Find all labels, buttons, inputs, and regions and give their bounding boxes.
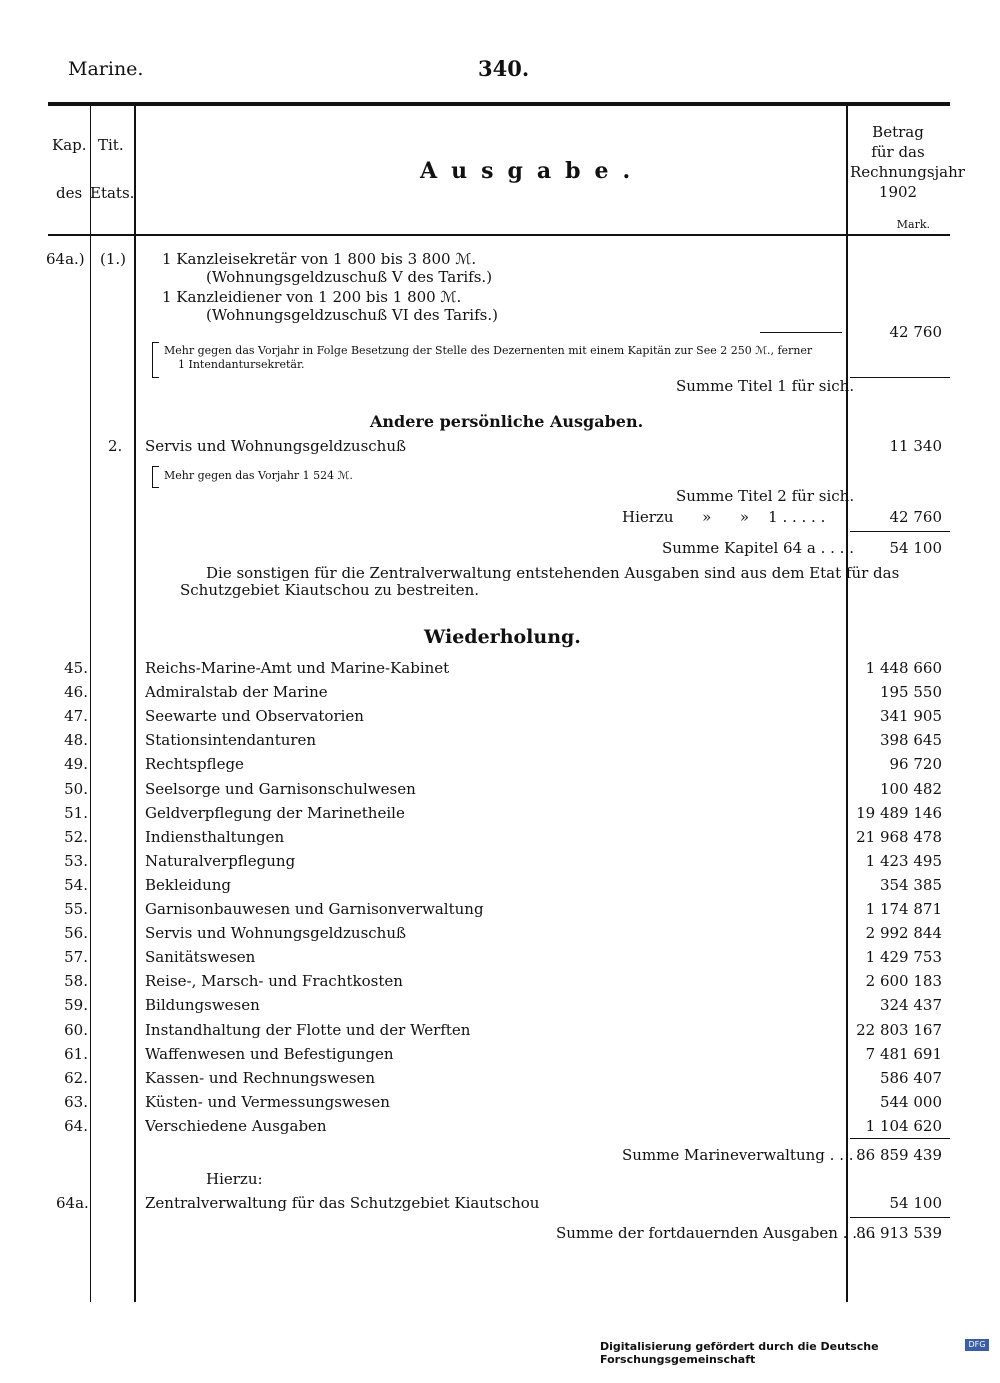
row-label: Bekleidung — [145, 876, 231, 894]
header-rule — [48, 234, 950, 236]
row-label: Bildungswesen — [145, 996, 260, 1014]
row-label: Kassen- und Rechnungswesen — [145, 1069, 376, 1087]
amount: 86 859 439 — [856, 1146, 942, 1164]
table-row — [145, 876, 841, 894]
page-number: 340. — [478, 56, 530, 81]
row-label: Reichs-Marine-Amt und Marine-Kabinet — [145, 659, 450, 677]
row-amount: 100 482 — [879, 780, 942, 798]
row-amount: 1 423 495 — [865, 852, 942, 870]
kap-number: 49. — [64, 755, 88, 773]
kap-number: 61. — [64, 1045, 88, 1063]
col-header-tit: Tit. — [98, 136, 124, 154]
row-label: Waffenwesen und Befestigungen — [145, 1045, 394, 1063]
kap-number: 52. — [64, 828, 88, 846]
table-row — [145, 1069, 841, 1087]
kap-number: 46. — [64, 683, 88, 701]
kap-number: 57. — [64, 948, 88, 966]
hierzu-label: Hierzu » » 1 . . . . . — [622, 508, 826, 526]
sum-label: Summe Titel 2 für sich. — [676, 487, 855, 505]
line-item — [145, 437, 841, 455]
row-amount: 21 968 478 — [856, 828, 942, 846]
kap-number: 48. — [64, 731, 88, 749]
row-amount: 2 600 183 — [865, 972, 942, 990]
row-amount: 1 104 620 — [865, 1117, 942, 1135]
col-header-betrag — [850, 122, 965, 202]
kap-number: 60. — [64, 1021, 88, 1039]
kap-number: 58. — [64, 972, 88, 990]
betrag-line: Rechnungsjahr — [850, 163, 965, 181]
table-row — [145, 828, 841, 846]
sum-rule — [850, 1217, 950, 1218]
text-line: 1 Kanzleidiener von 1 200 bis 1 800 ℳ. — [162, 288, 462, 306]
kap-number: 47. — [64, 707, 88, 725]
digitization-credit: Digitalisierung gefördert durch die Deutsche Forschungsgemeinschaft — [600, 1340, 879, 1366]
kap-number: 50. — [64, 780, 88, 798]
kap-number: 64. — [64, 1117, 88, 1135]
row-amount: 7 481 691 — [865, 1045, 942, 1063]
subtotal-rule — [760, 332, 842, 333]
paragraph-line: Die sonstigen für die Zentralverwaltung entstehenden Ausgaben sind aus dem Etat für das — [206, 564, 900, 582]
amount: 11 340 — [889, 437, 942, 455]
row-amount: 586 407 — [879, 1069, 942, 1087]
kap-number: 51. — [64, 804, 88, 822]
row-amount: 19 489 146 — [856, 804, 942, 822]
row-amount: 398 645 — [879, 731, 942, 749]
line-item — [145, 1194, 841, 1212]
top-rule — [48, 102, 950, 106]
row-label: Naturalverpflegung — [145, 852, 296, 870]
note-bracket — [152, 342, 159, 378]
note-line: Mehr gegen das Vorjahr 1 524 ℳ. — [164, 469, 353, 482]
betrag-line: für das — [871, 143, 925, 161]
sum-label: Summe Titel 1 für sich. — [676, 377, 855, 395]
row-amount: 195 550 — [879, 683, 942, 701]
col-rule-amount — [846, 106, 848, 1302]
tit-number: (1.) — [100, 250, 127, 268]
line-item-label: Zentralverwaltung für das Schutzgebiet Kiautschou — [145, 1194, 540, 1212]
row-label: Geldverpflegung der Marinetheile — [145, 804, 405, 822]
row-amount: 324 437 — [879, 996, 942, 1014]
table-row — [145, 924, 841, 942]
text-line: (Wohnungsgeldzuschuß V des Tarifs.) — [206, 268, 493, 286]
row-amount: 22 803 167 — [856, 1021, 942, 1039]
amount: 86 913 539 — [856, 1224, 942, 1242]
sum-rule — [850, 377, 950, 378]
table-row — [145, 755, 841, 773]
table-row — [145, 996, 841, 1014]
line-item-label: Servis und Wohnungsgeldzuschuß — [145, 437, 407, 455]
kap-number: 45. — [64, 659, 88, 677]
table-row — [145, 659, 841, 677]
kap-number: 54. — [64, 876, 88, 894]
kap-number: 62. — [64, 1069, 88, 1087]
note-line: 1 Intendantursekretär. — [178, 358, 305, 371]
table-row — [145, 683, 841, 701]
row-label: Admiralstab der Marine — [145, 683, 328, 701]
table-row — [145, 780, 841, 798]
col-rule-kap — [90, 106, 91, 1302]
table-row — [145, 707, 841, 725]
betrag-line: 1902 — [878, 183, 918, 201]
amount: 42 760 — [889, 323, 942, 341]
table-row — [145, 731, 841, 749]
amount: 54 100 — [889, 539, 942, 557]
column-title: Ausgabe. — [420, 158, 645, 184]
row-amount: 96 720 — [889, 755, 942, 773]
dfg-logo: DFG — [965, 1339, 989, 1351]
row-label: Reise-, Marsch- und Frachtkosten — [145, 972, 403, 990]
row-label: Seewarte und Observatorien — [145, 707, 364, 725]
row-amount: 1 429 753 — [865, 948, 942, 966]
row-label: Servis und Wohnungsgeldzuschuß — [145, 924, 407, 942]
col-header-kap: Kap. — [52, 136, 87, 154]
row-label: Stationsintendanturen — [145, 731, 317, 749]
text-line: (Wohnungsgeldzuschuß VI des Tarifs.) — [206, 306, 498, 324]
kap-number: 56. — [64, 924, 88, 942]
col-header-etats: Etats. — [90, 184, 135, 202]
sum-rule — [850, 1138, 950, 1139]
sum-rule — [850, 531, 950, 532]
note-line: Mehr gegen das Vorjahr in Folge Besetzung der Stelle des Dezernenten mit einem Kapitän zur See 2 250 ℳ., ferner — [164, 344, 813, 357]
row-label: Garnisonbauwesen und Garnisonverwaltung — [145, 900, 484, 918]
tit-number: 2. — [108, 437, 123, 455]
table-row — [145, 972, 841, 990]
table-row — [145, 900, 841, 918]
hierzu-label: Hierzu: — [206, 1170, 263, 1188]
kap-number: 55. — [64, 900, 88, 918]
sum-label: Summe Kapitel 64 a . . . . — [662, 539, 854, 557]
kap-number: 53. — [64, 852, 88, 870]
kap-number: 59. — [64, 996, 88, 1014]
row-amount: 341 905 — [879, 707, 942, 725]
paragraph-line: Schutzgebiet Kiautschou zu bestreiten. — [180, 581, 480, 599]
betrag-line: Betrag — [872, 123, 924, 141]
table-row — [145, 1117, 841, 1135]
row-label: Sanitätswesen — [145, 948, 256, 966]
note-bracket — [152, 466, 159, 488]
col-header-unit: Mark. — [896, 218, 930, 231]
row-amount: 1 174 871 — [865, 900, 942, 918]
row-amount: 354 385 — [879, 876, 942, 894]
amount: 54 100 — [889, 1194, 942, 1212]
kap-number: 64a.) — [46, 250, 85, 268]
row-label: Instandhaltung der Flotte und der Werften — [145, 1021, 471, 1039]
row-amount: 544 000 — [879, 1093, 942, 1111]
sum-label: Summe Marineverwaltung . . . . — [622, 1146, 864, 1164]
kap-number: 64a. — [56, 1194, 89, 1212]
table-row — [145, 1021, 841, 1039]
row-amount: 2 992 844 — [865, 924, 942, 942]
table-row — [145, 804, 841, 822]
amount: 42 760 — [889, 508, 942, 526]
row-label: Seelsorge und Garnisonschulwesen — [145, 780, 416, 798]
section-heading: Andere persönliche Ausgaben. — [370, 412, 644, 431]
row-label: Indiensthaltungen — [145, 828, 285, 846]
row-label: Rechtspflege — [145, 755, 244, 773]
col-rule-tit — [134, 106, 136, 1302]
running-head: Marine. — [68, 58, 144, 80]
table-row — [145, 948, 841, 966]
table-row — [145, 1093, 841, 1111]
section-heading: Wiederholung. — [424, 626, 581, 648]
row-amount: 1 448 660 — [865, 659, 942, 677]
kap-number: 63. — [64, 1093, 88, 1111]
row-label: Küsten- und Vermessungswesen — [145, 1093, 390, 1111]
table-row — [145, 852, 841, 870]
sum-label: Summe der fortdauernden Ausgaben . . . . — [556, 1224, 877, 1242]
text-line: 1 Kanzleisekretär von 1 800 bis 3 800 ℳ. — [162, 250, 477, 268]
col-header-des: des — [56, 184, 83, 202]
table-row — [145, 1045, 841, 1063]
row-label: Verschiedene Ausgaben — [145, 1117, 327, 1135]
